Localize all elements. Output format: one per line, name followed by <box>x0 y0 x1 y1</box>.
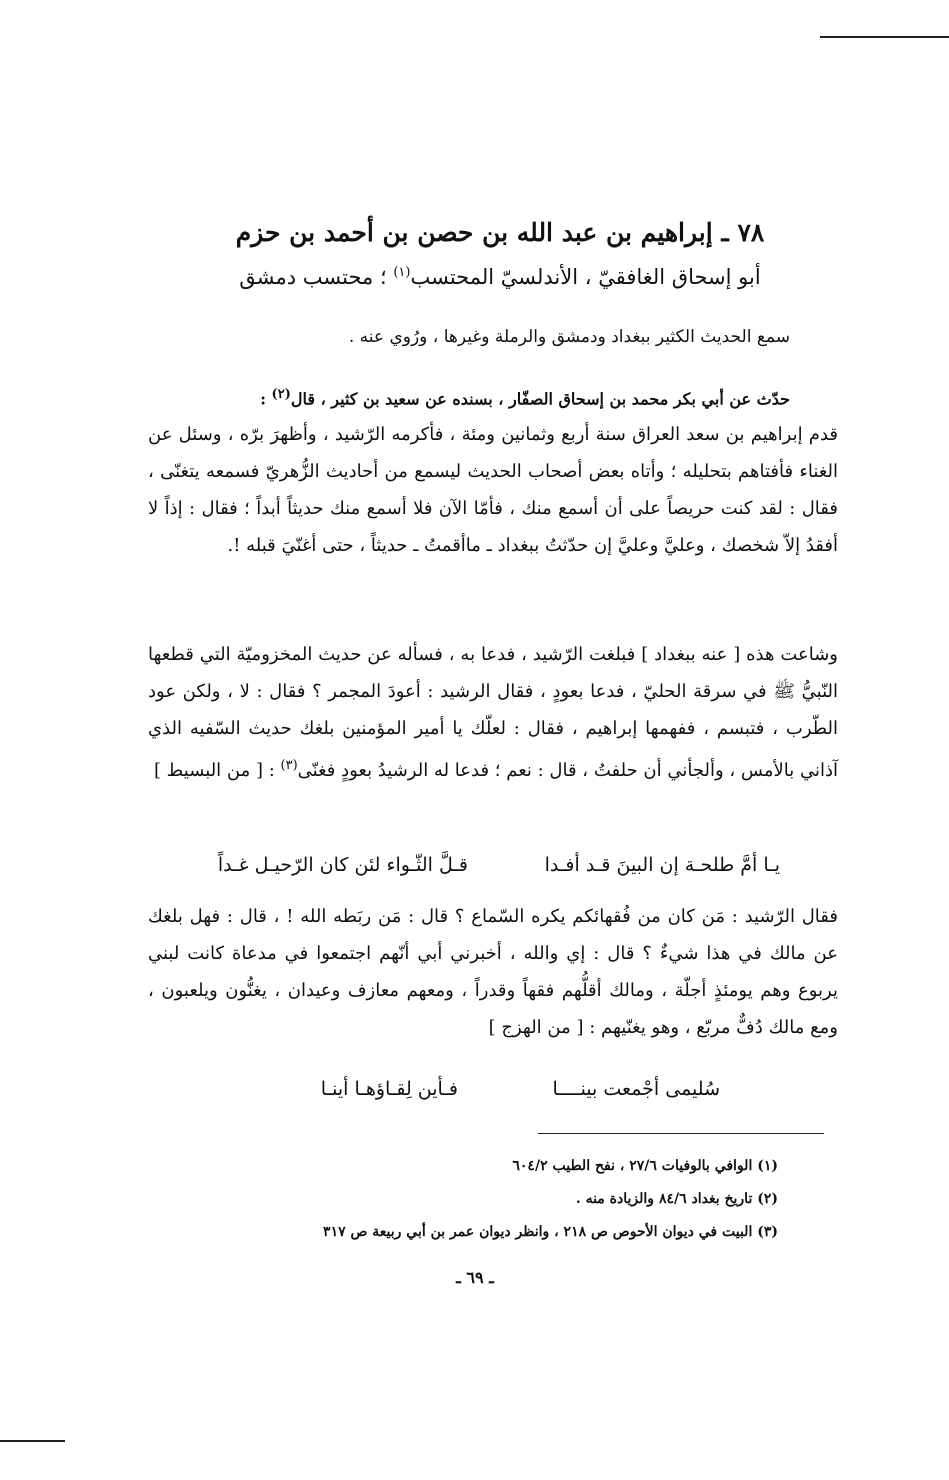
footnote-1: (١) الوافي بالوفيات ٢٧/٦ ، نفح الطيب ٦٠٤/٢ <box>512 1158 778 1174</box>
top-edge-rule <box>820 36 949 38</box>
paragraph-1: قدم إبراهيم بن سعد العراق سنة أربع وثمانين ومئة ، فأكرمه الرّشيد ، وأظهرَ برّه ، وسئل عن الغناء فأفتاهم بتحليله ؛ وأتاه بعض أصحاب الحديث ليسمع من أحاديث الزُّهريّ فسمعه يتغنّى ، فقال : لقد كنت حريصاً على أن أسمع منك ، فأمّا الآن فلا أسمع منك حديثاً أبداً ؛ فقال : إذاً لا أفقدُ إلاّ شخصك ، وعليَّ وعليَّ إن حدّثتُ ببغداد ـ ماأقمتُ ـ حديثاً ، حتى أغنّيَ قبله !. <box>148 424 838 556</box>
footnote-separator <box>538 1133 824 1134</box>
subtitle-main: أبو إسحاق الغافقيّ ، الأندلسيّ المحتسب <box>410 265 761 289</box>
footnote-2: (٢) تاريخ بغداد ٨٤/٦ والزيادة منه . <box>575 1191 778 1207</box>
verse-1-second-hemistich: قـلَّ الثّـواء لئن كان الرّحيـل غـداً <box>217 854 468 876</box>
paragraph-3: فقال الرّشيد : مَن كان من فُقهائكم يكره السّماع ؟ قال : مَن ربَطه الله ! ، قال : فهل بلغك عن مالك في هذا شيءٌ ؟ قال : إي والله ، أخبرني أبي أنّهم اجتمعوا في مدعاة كانت لبني يربوع وهم يومئذٍ أجلّة ، ومالك أقلُّهم فقهاً وقدراً ، ومعهم معازف وعيدان ، يغنُّون ويلعبون ، ومع مالك دُفٌّ مربّع ، وهو يغنّيهم : [ من الهزج ] <box>148 906 838 1038</box>
isnad-tail: : <box>260 389 272 409</box>
page-number: ـ ٦٩ ـ <box>456 1268 494 1287</box>
subtitle-tail: ؛ محتسب دمشق <box>239 265 394 289</box>
verse-2-second-hemistich: فـأين لِقـاؤهـا أينـا <box>320 1078 458 1100</box>
verse-2-first-hemistich: سُليمى أجْمعت بينــــا <box>552 1078 720 1100</box>
footnote-ref-2: (٢) <box>271 387 291 402</box>
summary-line: سمع الحديث الكثير ببغداد ودمشق والرملة وغيرها ، ورُوي عنه . <box>348 327 790 347</box>
isnad-line <box>150 380 790 414</box>
paragraph-2-main: وشاعت هذه [ عنه ببغداد ] فبلغت الرّشيد ، فدعا به ، فسأله عن حديث المخزوميّة التي قطعها النّبيُّ ﷺ في سرقة الحليّ ، فدعا بعودٍ ، فقال الرشيد : أعودَ المجمر ؟ فقال : لا ، ولكن عود الطّرب ، فتبسم ، ففهمها إبراهيم ، فقال : لعلّك يا أمير المؤمنين بلغك حديث السّفيه الذي آذاني بالأمس ، وألجأني أن حلفتُ ، قال : نعم ؛ فدعا له الرشيدُ بعودٍ فغنّى <box>148 644 839 781</box>
footnote-ref-1: (١) <box>393 265 411 280</box>
paragraph-2 <box>148 636 838 789</box>
entry-title: ٧٨ ـ إبراهيم بن عبد الله بن حصن بن أحمد بن حزم <box>235 218 765 247</box>
footnote-ref-3: (٣) <box>280 758 298 773</box>
entry-subtitle <box>230 256 770 294</box>
isnad-text: حدّث عن أبي بكر محمد بن إسحاق الصفّار ، بسنده عن سعيد بن كثير ، قال <box>290 389 790 409</box>
paragraph-2-tail: : [ من البسيط ] <box>153 760 281 781</box>
footnote-3: (٣) البيت في ديوان الأحوص ص ٢١٨ ، وانظر ديوان عمر بن أبي ربيعة ص ٣١٧ <box>323 1224 778 1240</box>
bottom-edge-rule <box>0 1440 65 1442</box>
verse-1-first-hemistich: يـا أمَّ طلحـة إن البينَ قـد أفـدا <box>544 854 780 876</box>
